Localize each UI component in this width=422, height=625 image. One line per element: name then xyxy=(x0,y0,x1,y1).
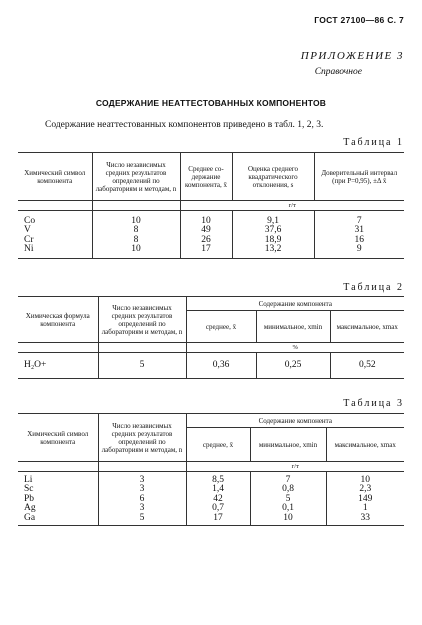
table-cell: Sc xyxy=(24,484,34,494)
table1-header: Среднее со-держание компонента, x̄ xyxy=(180,153,232,201)
table-cell: 3 xyxy=(98,485,186,495)
table-cell: 1 xyxy=(326,504,404,514)
table-cell: 16 xyxy=(314,236,404,246)
table3-header: Число независимых средних результатов определений по лабораториям и методам, n xyxy=(98,414,186,462)
table-cell: 31 xyxy=(314,226,404,236)
table3-header: максимальное, xmax xyxy=(326,428,404,462)
table1-header: Химический символ компонента xyxy=(24,168,86,185)
table-cell: 17 xyxy=(186,514,250,524)
table-cell: 6 xyxy=(98,495,186,505)
page-header: ГОСТ 27100—86 С. 7 xyxy=(314,15,404,25)
table-cell: 149 xyxy=(326,495,404,505)
table-cell: 10 xyxy=(250,514,326,524)
table-cell: 9 xyxy=(314,245,404,255)
table-cell: Ga xyxy=(24,512,36,523)
table-cell: 2,3 xyxy=(326,485,404,495)
table-cell: 10 xyxy=(180,217,232,227)
table-cell: 10 xyxy=(92,245,180,255)
table-cell: 37,6 xyxy=(232,226,314,236)
table-cell: 8 xyxy=(92,236,180,246)
table-cell: 7 xyxy=(250,476,326,486)
table3 xyxy=(18,413,404,526)
table1-header: Оценка среднего квадратического отклонения, s xyxy=(232,153,314,201)
appendix-subtitle: Справочное xyxy=(314,67,362,77)
table-cell: 0,8 xyxy=(250,485,326,495)
table-cell: 0,36 xyxy=(186,361,256,371)
table-cell: 17 xyxy=(180,245,232,255)
table2-header: среднее, x̄ xyxy=(186,311,256,343)
table-cell: 0,1 xyxy=(250,504,326,514)
table-cell: 42 xyxy=(186,495,250,505)
table-cell: 5 xyxy=(98,514,186,524)
table-cell: 5 xyxy=(250,495,326,505)
table-cell: 7 xyxy=(314,217,404,227)
table-cell: 9,1 xyxy=(232,217,314,227)
table1 xyxy=(18,152,404,259)
table1-unit: г/т xyxy=(180,201,404,211)
table2-header: Химическая формула компонента xyxy=(25,311,90,328)
table-cell: V xyxy=(24,225,31,235)
table-cell: Pb xyxy=(24,493,35,504)
table2-header: максимальное, xmax xyxy=(330,311,404,343)
table-cell: Ag xyxy=(24,503,36,513)
table3-caption: Таблица 3 xyxy=(343,398,404,409)
table2 xyxy=(18,296,404,379)
table-cell: 10 xyxy=(326,476,404,486)
table-cell: Li xyxy=(24,474,33,485)
table-cell: 0,52 xyxy=(330,361,404,371)
table1-caption: Таблица 1 xyxy=(343,137,404,148)
table2-caption: Таблица 2 xyxy=(343,282,404,293)
table-cell: H₂O+ xyxy=(24,359,47,370)
table2-group-header: Содержание компонента xyxy=(186,297,404,311)
intro-text: Содержание неаттестованных компонентов приведено в табл. 1, 2, 3. xyxy=(45,120,324,130)
table-cell: 5 xyxy=(98,361,186,371)
table-cell: 13,2 xyxy=(232,245,314,255)
table-cell: Co xyxy=(24,215,36,226)
table-cell: 49 xyxy=(180,226,232,236)
table1-header: Доверительный интервал (при P=0,95), ±Δ x̄ xyxy=(314,153,404,201)
table-cell: 10 xyxy=(92,217,180,227)
table-cell: Cr xyxy=(24,234,34,245)
table-cell: 0,25 xyxy=(256,361,330,371)
table3-unit: г/т xyxy=(186,462,404,472)
table-cell: 26 xyxy=(180,236,232,246)
table1-header: Число независимых средних результатов определений по лабораториям и методам, n xyxy=(92,153,180,201)
appendix-title: ПРИЛОЖЕНИЕ 3 xyxy=(300,50,404,62)
table-cell: 8,5 xyxy=(186,476,250,486)
table3-header: среднее, x̄ xyxy=(186,428,250,462)
table2-header: Число независимых средних результатов определений по лабораториям и методам, n xyxy=(98,297,186,343)
table2-unit: % xyxy=(186,343,404,353)
table-cell: 3 xyxy=(98,476,186,486)
table3-header: минимальное, xmin xyxy=(250,428,326,462)
table3-group-header: Содержание компонента xyxy=(186,414,404,428)
table-cell: 33 xyxy=(326,514,404,524)
table-cell: 3 xyxy=(98,504,186,514)
table3-header: Химический символ компонента xyxy=(27,429,89,446)
table-cell: Ni xyxy=(24,244,34,254)
table-cell: 1,4 xyxy=(186,485,250,495)
table-cell: 0,7 xyxy=(186,504,250,514)
table2-header: минимальное, xmin xyxy=(256,311,330,343)
table-cell: 18,9 xyxy=(232,236,314,246)
table-cell: 8 xyxy=(92,226,180,236)
section-title: СОДЕРЖАНИЕ НЕАТТЕСТОВАННЫХ КОМПОНЕНТОВ xyxy=(95,98,327,108)
